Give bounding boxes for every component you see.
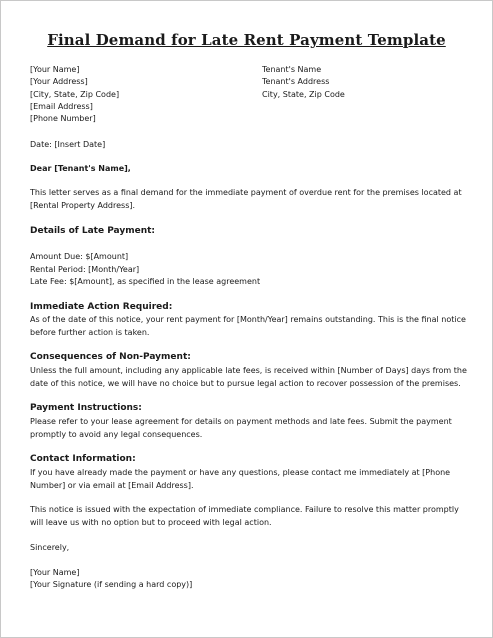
- sender-block: [30, 64, 119, 125]
- sender-name: [Your Name]: [30, 65, 80, 74]
- immediate-action-paragraph: As of the date of this notice, your rent payment for [Month/Year] remains outstanding. This is the final notice before further action is taken.: [30, 315, 466, 337]
- consequences-heading: Consequences of Non-Payment:: [30, 352, 191, 362]
- contact-paragraph: If you have already made the payment or have any questions, please contact me immediately at [Phone Number] or via email at [Email Address].: [30, 468, 451, 490]
- closing-paragraph: This notice is issued with the expectation of immediate compliance. Failure to resolve this matter promptly will leave us with no option but to proceed with legal action.: [30, 505, 459, 527]
- recipient-block: [262, 64, 345, 101]
- recipient-name: Tenant's Name: [262, 65, 322, 74]
- sender-email: [Email Address]: [30, 101, 93, 111]
- intro-paragraph: This letter serves as a final demand for the immediate payment of overdue rent for the premises located at [Rental Property Address].: [30, 188, 462, 210]
- sender-phone: [Phone Number]: [30, 114, 96, 124]
- date-line: Date: [Insert Date]: [30, 140, 106, 149]
- immediate-action-heading: Immediate Action Required:: [30, 302, 173, 312]
- document-title: Final Demand for Late Rent Payment Template: [47, 31, 446, 49]
- details-heading: Details of Late Payment:: [30, 226, 155, 236]
- signature-name: [Your Name]: [30, 568, 80, 577]
- recipient-address: Tenant's Address: [262, 77, 330, 87]
- signoff: Sincerely,: [30, 543, 70, 552]
- contact-heading: Contact Information:: [30, 454, 136, 464]
- rental-period: Rental Period: [Month/Year]: [30, 265, 140, 274]
- recipient-city-state-zip: City, State, Zip Code: [262, 89, 345, 99]
- consequences-paragraph: Unless the full amount, including any applicable late fees, is received within [Number of Days] days from the date of this notice, we will have no choice but to pursue legal action to recover possession of the premises.: [30, 366, 467, 388]
- payment-instructions-heading: Payment Instructions:: [30, 403, 142, 413]
- salutation: Dear [Tenant's Name],: [30, 164, 131, 173]
- late-fee: Late Fee: $[Amount], as specified in the lease agreement: [30, 277, 261, 286]
- sender-city-state-zip: [City, State, Zip Code]: [30, 89, 120, 99]
- signature-line: [Your Signature (if sending a hard copy)]: [30, 580, 193, 589]
- payment-instructions-paragraph: Please refer to your lease agreement for details on payment methods and late fees. Submit the payment promptly to avoid any legal consequences.: [30, 417, 452, 439]
- amount-due: Amount Due: $[Amount]: [30, 252, 129, 261]
- sender-address: [Your Address]: [30, 77, 88, 87]
